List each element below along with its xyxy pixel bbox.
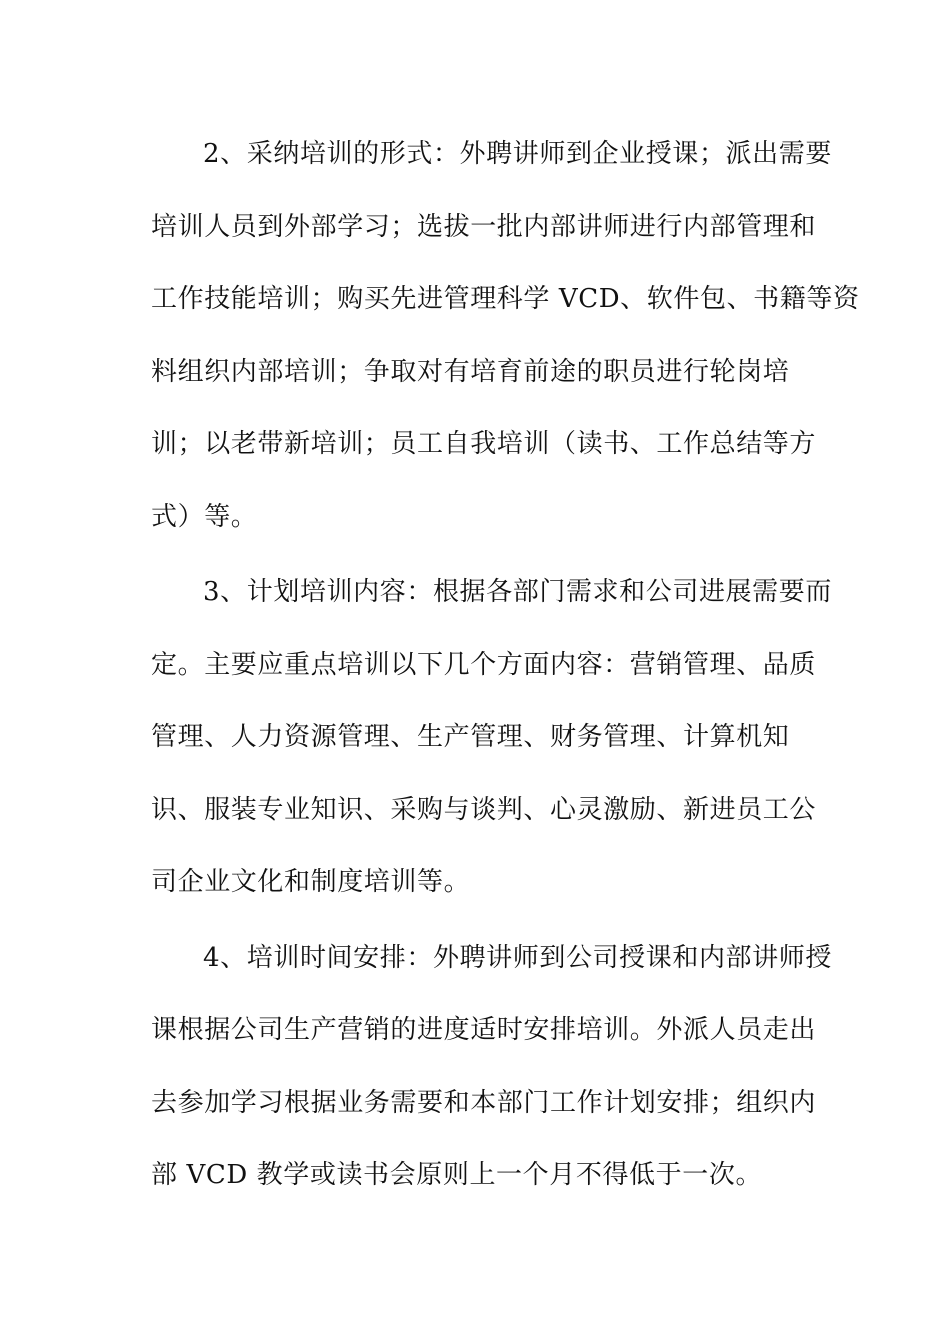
text-line: 4、培训时间安排：外聘讲师到公司授课和内部讲师授 (203, 942, 832, 973)
paragraph-training-forms (151, 118, 860, 553)
text-line: 工作技能培训；购买先进管理科学 VCD、软件包、书籍等资 (151, 284, 860, 314)
document-body (151, 118, 860, 1215)
text-line: 定。主要应重点培训以下几个方面内容：营销管理、品质 (151, 649, 817, 680)
text-line: 培训人员到外部学习；选拔一批内部讲师进行内部管理和 (151, 211, 817, 242)
text-line: 式）等。 (151, 501, 258, 532)
text-line: 部 VCD 教学或读书会原则上一个月不得低于一次。 (151, 1160, 763, 1190)
text-line: 课根据公司生产营销的进度适时安排培训。外派人员走出 (151, 1015, 817, 1045)
text-line: 训；以老带新培训；员工自我培训（读书、工作总结等方 (151, 429, 817, 459)
text-line: 去参加学习根据业务需要和本部门工作计划安排；组织内 (151, 1087, 817, 1118)
text-line: 2、采纳培训的形式：外聘讲师到企业授课；派出需要 (203, 139, 832, 169)
paragraph-training-content (151, 556, 832, 919)
text-line: 管理、人力资源管理、生产管理、财务管理、计算机知 (151, 722, 790, 752)
text-line: 识、服装专业知识、采购与谈判、心灵激励、新进员工公 (151, 794, 817, 825)
paragraph-training-schedule (151, 922, 832, 1212)
text-line: 料组织内部培训；争取对有培育前途的职员进行轮岗培 (151, 356, 790, 387)
text-line: 3、计划培训内容：根据各部门需求和公司进展需要而 (203, 577, 832, 607)
text-line: 司企业文化和制度培训等。 (151, 867, 471, 897)
